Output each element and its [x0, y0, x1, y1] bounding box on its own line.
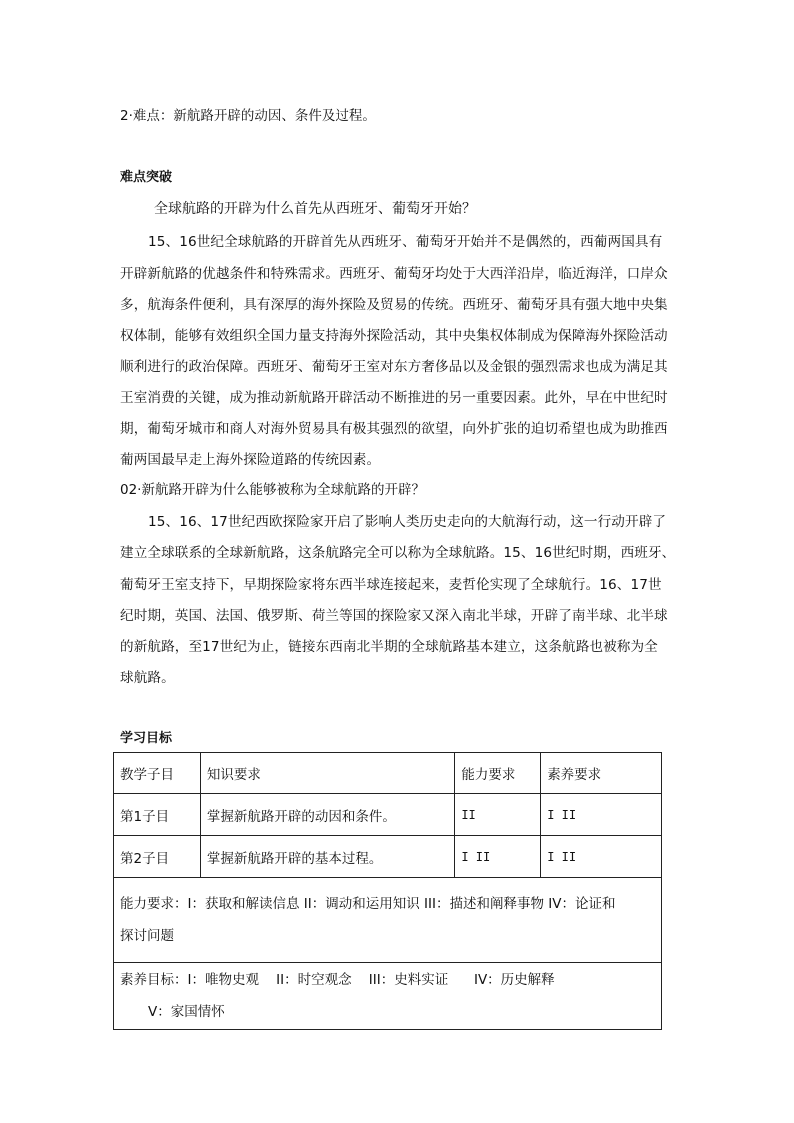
- table-header-row: [114, 753, 662, 794]
- table-cell: II: [455, 794, 541, 836]
- table-header-cell: 教学子目: [114, 753, 201, 794]
- goals-heading: 学习目标: [120, 731, 173, 746]
- answer-1-line: 权体制，能够有效组织全国力量支持海外探险活动，其中央集权体制成为保障海外探险活动: [120, 328, 668, 344]
- table-header-cell: 能力要求: [455, 753, 541, 794]
- difficulty-line: 2·难点：新航路开辟的动因、条件及过程。: [120, 108, 376, 124]
- goals-table: [113, 752, 662, 1030]
- answer-2-line: 15、16、17世纪西欧探险家开启了影响人类历史走向的大航海行动，这一行动开辟了: [148, 514, 667, 530]
- literacy-note-line: V：家国情怀: [148, 1004, 225, 1020]
- answer-1-line: 开辟新航路的优越条件和特殊需求。西班牙、葡萄牙均处于大西洋沿岸，临近海洋，口岸众: [120, 266, 668, 282]
- table-cell: 第2子目: [114, 836, 201, 878]
- breakthrough-heading: 难点突破: [120, 170, 173, 185]
- ability-note-line: 能力要求：I：获取和解读信息 II：调动和运用知识 III：描述和阐释事物 IV：论证和: [120, 896, 616, 912]
- literacy-note-row: [114, 963, 662, 1030]
- table-cell: I II: [455, 836, 541, 878]
- table-cell: 掌握新航路开辟的动因和条件。: [200, 794, 454, 836]
- question-1: 全球航路的开辟为什么首先从西班牙、葡萄牙开始？: [154, 201, 476, 217]
- answer-2-line: 的新航路，至17世纪为止，链接东西南北半期的全球航路基本建立，这条航路也被称为全: [120, 639, 658, 655]
- answer-1-line: 王室消费的关键，成为推动新航路开辟活动不断推进的另一重要因素。此外，早在中世纪时: [120, 390, 668, 406]
- answer-1-line: 多，航海条件便利，具有深厚的海外探险及贸易的传统。西班牙、葡萄牙具有强大地中央集: [120, 297, 668, 313]
- table-header-cell: 知识要求: [200, 753, 454, 794]
- answer-1-line: 期，葡萄牙城市和商人对海外贸易具有极其强烈的欲望，向外扩张的迫切希望也成为助推西: [120, 421, 668, 437]
- answer-1-line: 葡两国最早走上海外探险道路的传统因素。: [120, 452, 381, 468]
- answer-2-line: 葡萄牙王室支持下，早期探险家将东西半球连接起来，麦哲伦实现了全球航行。16、17世: [120, 577, 662, 593]
- table-row: [114, 836, 662, 878]
- table-cell: I II: [541, 794, 662, 836]
- answer-2-line: 建立全球联系的全球新航路，这条航路完全可以称为全球航路。15、16世纪时期，西班牙、: [120, 545, 676, 561]
- literacy-note: [114, 963, 662, 1030]
- table-cell: 掌握新航路开辟的基本过程。: [200, 836, 454, 878]
- table-cell: 第1子目: [114, 794, 201, 836]
- question-2: 02·新航路开辟为什么能够被称为全球航路的开辟？: [120, 482, 425, 498]
- table-cell: I II: [541, 836, 662, 878]
- answer-2-line: 球航路。: [120, 670, 175, 686]
- table-header-cell: 素养要求: [541, 753, 662, 794]
- ability-note: [114, 878, 662, 963]
- answer-1-line: 15、16世纪全球航路的开辟首先从西班牙、葡萄牙开始并不是偶然的，西葡两国具有: [148, 234, 663, 250]
- literacy-note-line: 素养目标：I：唯物史观 II：时空观念 III：史料实证 IV：历史解释: [120, 972, 555, 988]
- table-row: [114, 794, 662, 836]
- answer-1-line: 顺利进行的政治保障。西班牙、葡萄牙王室对东方奢侈品以及金银的强烈需求也成为满足其: [120, 359, 668, 375]
- answer-2-line: 纪时期，英国、法国、俄罗斯、荷兰等国的探险家又深入南北半球，开辟了南半球、北半球: [120, 608, 668, 624]
- ability-note-row: [114, 878, 662, 963]
- ability-note-line: 探讨问题: [120, 928, 174, 944]
